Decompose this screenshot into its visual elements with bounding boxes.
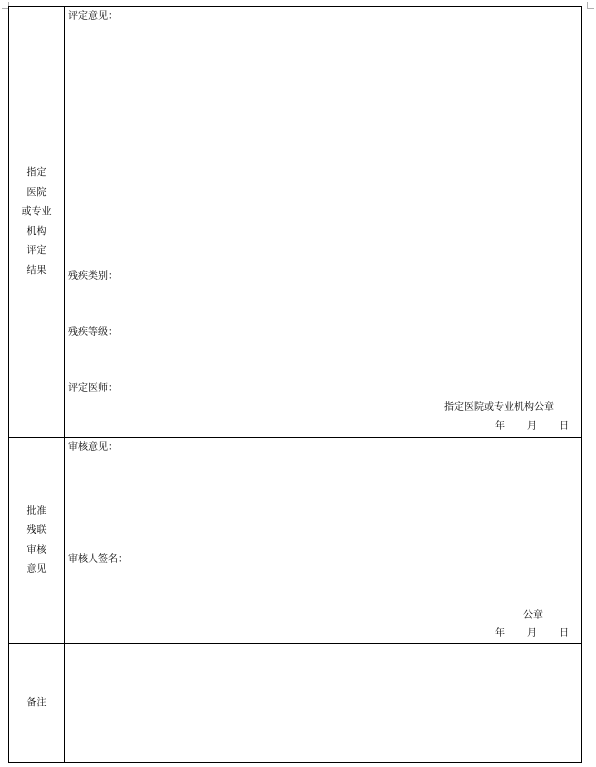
approval-review-content-cell: [65, 438, 582, 644]
label-line: 残联: [26, 525, 47, 536]
crop-mark-top-right: [587, 2, 594, 9]
reviewer-signature-label: 审核人签名：: [68, 554, 128, 565]
disability-level-label: 残疾等级：: [68, 327, 118, 338]
assessment-form-table: [8, 6, 582, 763]
label-line: 意见: [26, 564, 47, 575]
label-line: 审核: [26, 544, 47, 556]
date-day-label: 日: [559, 421, 569, 432]
assessing-physician-label: 评定医师：: [68, 383, 118, 394]
remarks-label-cell: [9, 644, 65, 763]
remarks-row: [9, 644, 582, 763]
approval-review-label-cell: [9, 438, 65, 644]
disability-category-label: 残疾类别：: [68, 271, 118, 282]
assessment-result-label-cell: [9, 7, 65, 438]
approval-review-label: [9, 502, 64, 580]
federation-seal-label: 公章: [523, 610, 543, 621]
label-line: 评定: [26, 245, 47, 257]
label-line: 机构: [26, 226, 47, 237]
label-line: 备注: [26, 697, 47, 709]
remarks-content-cell[interactable]: [65, 644, 582, 763]
date-day-label: 日: [559, 628, 569, 639]
label-line: 医院: [26, 187, 47, 198]
label-line: 批准: [26, 505, 47, 517]
assessment-opinion-label: 评定意见：: [68, 11, 118, 22]
label-line: 结果: [26, 265, 47, 276]
assessment-result-row: [9, 7, 582, 438]
date-year-label: 年: [495, 628, 505, 639]
remarks-label: [9, 693, 64, 713]
label-line: 指定: [26, 167, 47, 179]
assessment-result-content-cell: [65, 7, 582, 438]
assessment-date-line: [495, 421, 569, 433]
date-year-label: 年: [495, 421, 505, 432]
review-opinion-label: 审核意见：: [68, 442, 118, 453]
label-line: 或专业: [21, 206, 52, 218]
review-date-line: [495, 628, 569, 640]
date-month-label: 月: [527, 421, 537, 432]
date-month-label: 月: [527, 628, 537, 639]
hospital-seal-label: 指定医院或专业机构公章: [444, 402, 554, 413]
assessment-result-label: [9, 164, 64, 281]
approval-review-row: [9, 438, 582, 644]
